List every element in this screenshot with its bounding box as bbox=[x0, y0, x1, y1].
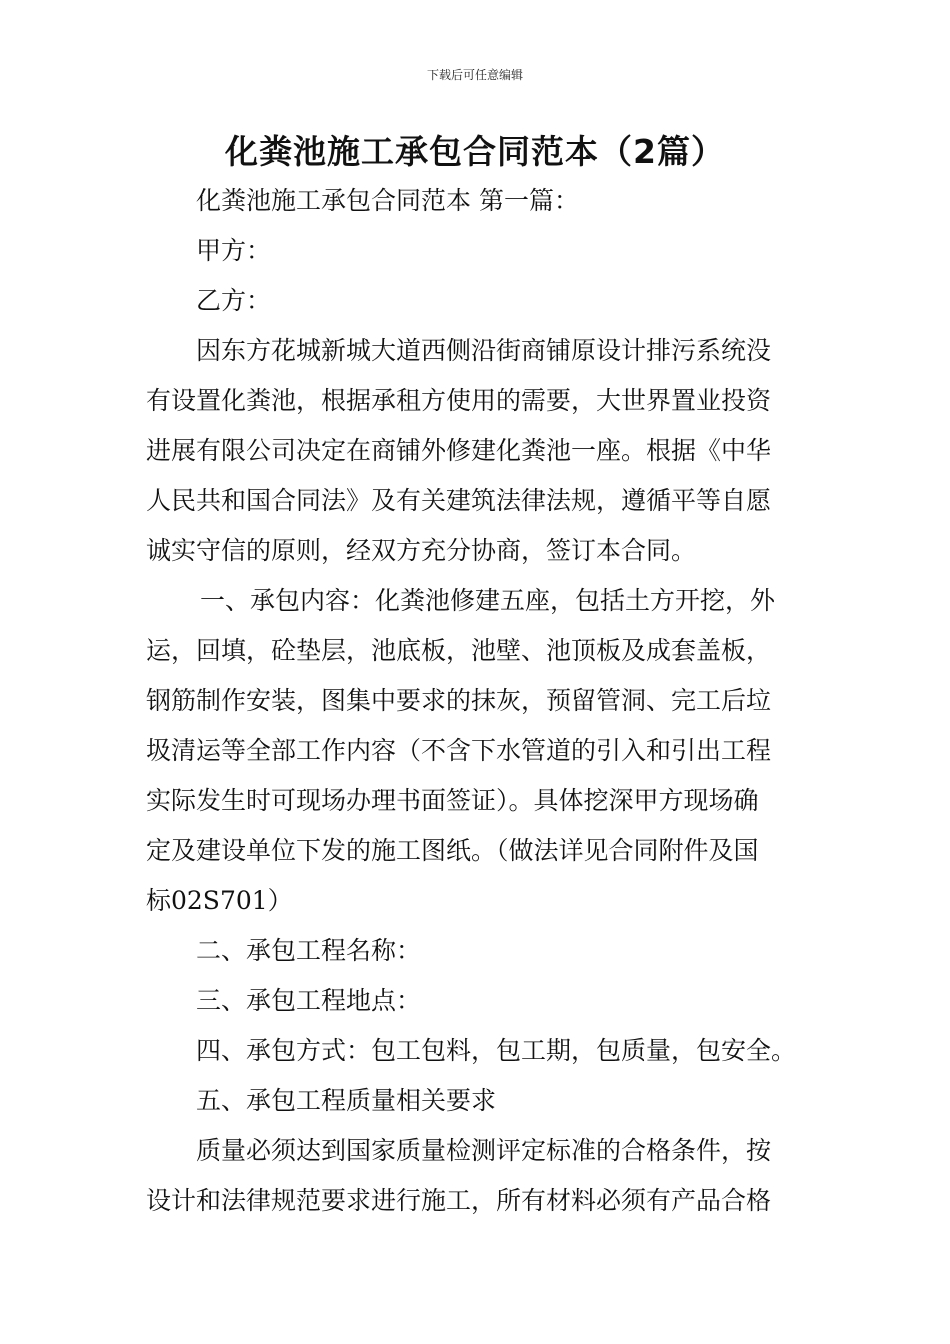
clause-heading: 四、承包方式：包工包料，包工期，包质量，包安全。 bbox=[196, 1036, 797, 1065]
paragraph-line: 诚实守信的原则，经双方充分协商，签订本合同。 bbox=[146, 536, 697, 565]
paragraph-line: 质量必须达到国家质量检测评定标准的合格条件，按 bbox=[196, 1136, 772, 1165]
clause-line: 运，回填，砼垫层，池底板，池壁、池顶板及成套盖板， bbox=[146, 636, 772, 665]
paragraph-line: 进展有限公司决定在商铺外修建化粪池一座。根据《中华 bbox=[146, 436, 772, 465]
clause-line: 圾清运等全部工作内容（不含下水管道的引入和引出工程 bbox=[146, 736, 772, 765]
clause-line: 标02S701） bbox=[146, 886, 293, 915]
paragraph-line: 有设置化粪池，根据承租方使用的需要，大世界置业投资 bbox=[146, 386, 772, 415]
clause-heading: 三、承包工程地点： bbox=[196, 986, 422, 1015]
clause-heading: 二、承包工程名称： bbox=[196, 936, 422, 965]
clause-line: 一、承包内容：化粪池修建五座，包括土方开挖，外 bbox=[200, 586, 776, 615]
party-a-label: 甲方： bbox=[196, 236, 272, 265]
section-heading: 化粪池施工承包合同范本 第一篇： bbox=[196, 186, 579, 215]
paragraph-line: 因东方花城新城大道西侧沿街商铺原设计排污系统没 bbox=[196, 336, 772, 365]
clause-line: 定及建设单位下发的施工图纸。（做法详见合同附件及国 bbox=[146, 836, 759, 865]
paragraph-line: 人民共和国合同法》及有关建筑法律法规，遵循平等自愿 bbox=[146, 486, 772, 515]
clause-line: 钢筋制作安装，图集中要求的抹灰，预留管洞、完工后垃 bbox=[146, 686, 772, 715]
party-b-label: 乙方： bbox=[196, 286, 272, 315]
clause-heading: 五、承包工程质量相关要求 bbox=[196, 1086, 497, 1115]
header-note: 下载后可任意编辑 bbox=[426, 68, 523, 82]
document-title: 化粪池施工承包合同范本（2篇） bbox=[225, 132, 725, 171]
clause-line: 实际发生时可现场办理书面签证）。具体挖深甲方现场确 bbox=[146, 786, 759, 815]
paragraph-line: 设计和法律规范要求进行施工，所有材料必须有产品合格 bbox=[146, 1186, 772, 1215]
